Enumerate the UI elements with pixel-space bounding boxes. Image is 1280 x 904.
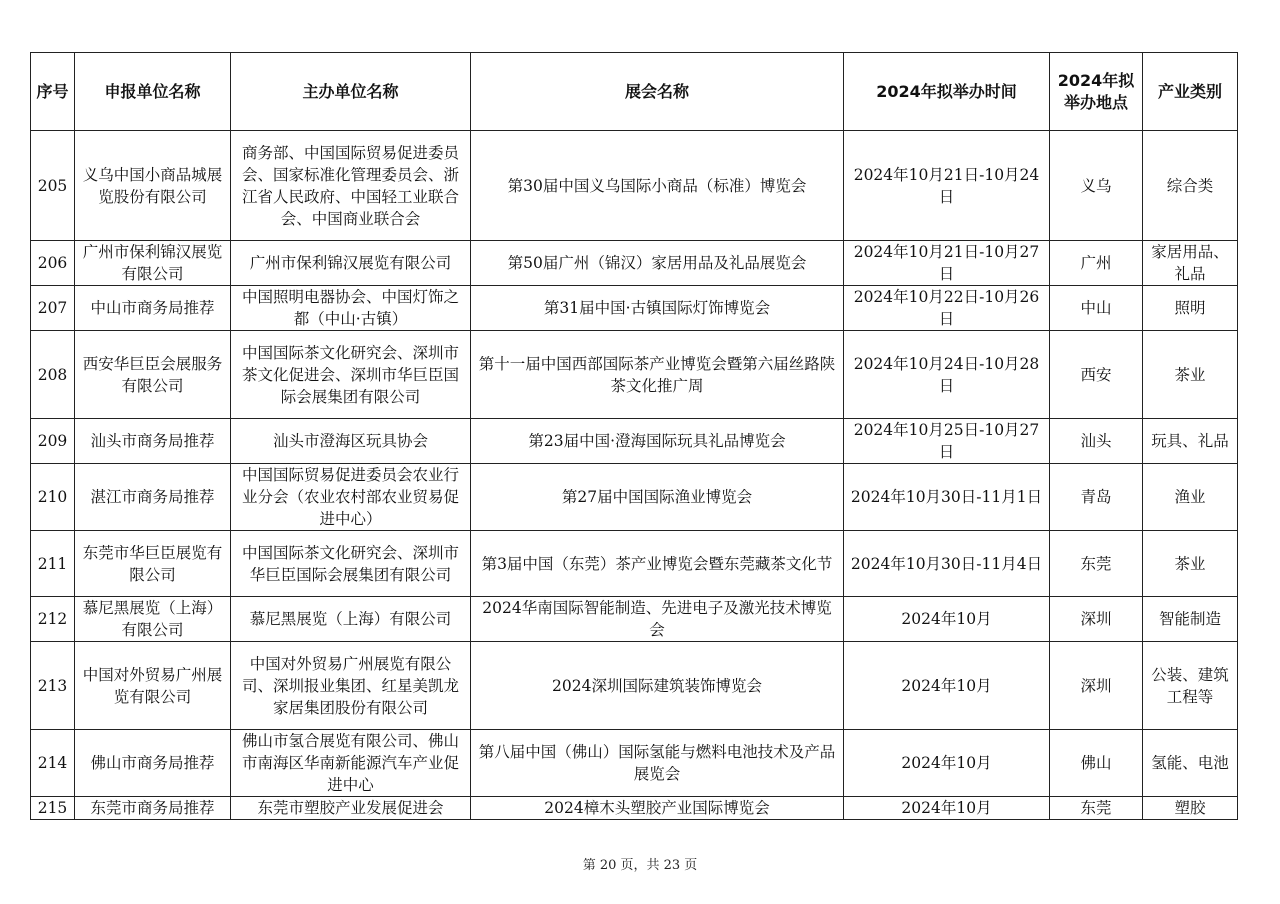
place-cell: 中山	[1050, 286, 1143, 331]
table-row	[31, 419, 1238, 464]
header-cell: 序号	[31, 53, 75, 131]
place-cell: 义乌	[1050, 131, 1143, 241]
row-number: 214	[31, 730, 75, 797]
time-cell: 2024年10月21日-10月27日	[844, 241, 1050, 286]
exhibition-cell: 第八届中国（佛山）国际氢能与燃料电池技术及产品展览会	[471, 730, 844, 797]
applicant-cell: 东莞市商务局推荐	[75, 797, 231, 820]
organizer-cell: 中国国际茶文化研究会、深圳市华巨臣国际会展集团有限公司	[231, 531, 471, 597]
applicant-cell: 义乌中国小商品城展览股份有限公司	[75, 131, 231, 241]
category-cell: 塑胶	[1143, 797, 1238, 820]
organizer-cell: 中国照明电器协会、中国灯饰之都（中山·古镇）	[231, 286, 471, 331]
exhibition-cell: 第27届中国国际渔业博览会	[471, 464, 844, 531]
page-footer: 第 20 页，共 23 页	[582, 858, 698, 873]
row-number: 215	[31, 797, 75, 820]
applicant-cell: 西安华巨臣会展服务有限公司	[75, 331, 231, 419]
applicant-cell: 佛山市商务局推荐	[75, 730, 231, 797]
row-number: 211	[31, 531, 75, 597]
table-row	[31, 797, 1238, 820]
exhibition-table	[30, 52, 1238, 820]
applicant-cell: 中山市商务局推荐	[75, 286, 231, 331]
row-number: 212	[31, 597, 75, 642]
row-number: 208	[31, 331, 75, 419]
table-row	[31, 597, 1238, 642]
place-cell: 东莞	[1050, 797, 1143, 820]
table-row	[31, 131, 1238, 241]
row-number: 209	[31, 419, 75, 464]
category-cell: 智能制造	[1143, 597, 1238, 642]
exhibition-cell: 第31届中国·古镇国际灯饰博览会	[471, 286, 844, 331]
time-cell: 2024年10月	[844, 597, 1050, 642]
time-cell: 2024年10月	[844, 797, 1050, 820]
place-cell: 广州	[1050, 241, 1143, 286]
table-row	[31, 642, 1238, 730]
place-cell: 汕头	[1050, 419, 1143, 464]
category-cell: 公装、建筑工程等	[1143, 642, 1238, 730]
organizer-cell: 中国国际茶文化研究会、深圳市茶文化促进会、深圳市华巨臣国际会展集团有限公司	[231, 331, 471, 419]
applicant-cell: 慕尼黑展览（上海）有限公司	[75, 597, 231, 642]
row-number: 213	[31, 642, 75, 730]
header-cell: 2024年拟举办地点	[1050, 53, 1143, 131]
header-cell: 主办单位名称	[231, 53, 471, 131]
applicant-cell: 广州市保利锦汉展览有限公司	[75, 241, 231, 286]
place-cell: 东莞	[1050, 531, 1143, 597]
place-cell: 深圳	[1050, 642, 1143, 730]
time-cell: 2024年10月21日-10月24日	[844, 131, 1050, 241]
header-cell: 产业类别	[1143, 53, 1238, 131]
category-cell: 渔业	[1143, 464, 1238, 531]
place-cell: 佛山	[1050, 730, 1143, 797]
time-cell: 2024年10月	[844, 642, 1050, 730]
applicant-cell: 中国对外贸易广州展览有限公司	[75, 642, 231, 730]
organizer-cell: 中国国际贸易促进委员会农业行业分会（农业农村部农业贸易促进中心）	[231, 464, 471, 531]
exhibition-cell: 第3届中国（东莞）茶产业博览会暨东莞藏茶文化节	[471, 531, 844, 597]
table-row	[31, 531, 1238, 597]
applicant-cell: 湛江市商务局推荐	[75, 464, 231, 531]
table-row	[31, 286, 1238, 331]
header-row	[31, 53, 1238, 131]
category-cell: 家居用品、礼品	[1143, 241, 1238, 286]
header-cell: 申报单位名称	[75, 53, 231, 131]
organizer-cell: 商务部、中国国际贸易促进委员会、国家标准化管理委员会、浙江省人民政府、中国轻工业联合会、中国商业联合会	[231, 131, 471, 241]
category-cell: 综合类	[1143, 131, 1238, 241]
organizer-cell: 佛山市氢合展览有限公司、佛山市南海区华南新能源汽车产业促进中心	[231, 730, 471, 797]
exhibition-cell: 第50届广州（锦汉）家居用品及礼品展览会	[471, 241, 844, 286]
applicant-cell: 东莞市华巨臣展览有限公司	[75, 531, 231, 597]
table-row	[31, 464, 1238, 531]
row-number: 210	[31, 464, 75, 531]
place-cell: 西安	[1050, 331, 1143, 419]
exhibition-cell: 第30届中国义乌国际小商品（标准）博览会	[471, 131, 844, 241]
table-row	[31, 730, 1238, 797]
table-row	[31, 331, 1238, 419]
time-cell: 2024年10月25日-10月27日	[844, 419, 1050, 464]
time-cell: 2024年10月24日-10月28日	[844, 331, 1050, 419]
time-cell: 2024年10月	[844, 730, 1050, 797]
category-cell: 照明	[1143, 286, 1238, 331]
place-cell: 深圳	[1050, 597, 1143, 642]
organizer-cell: 广州市保利锦汉展览有限公司	[231, 241, 471, 286]
organizer-cell: 慕尼黑展览（上海）有限公司	[231, 597, 471, 642]
header-cell: 2024年拟举办时间	[844, 53, 1050, 131]
category-cell: 玩具、礼品	[1143, 419, 1238, 464]
organizer-cell: 东莞市塑胶产业发展促进会	[231, 797, 471, 820]
category-cell: 茶业	[1143, 531, 1238, 597]
place-cell: 青岛	[1050, 464, 1143, 531]
exhibition-cell: 第十一届中国西部国际茶产业博览会暨第六届丝路陕茶文化推广周	[471, 331, 844, 419]
exhibition-cell: 第23届中国·澄海国际玩具礼品博览会	[471, 419, 844, 464]
time-cell: 2024年10月30日-11月4日	[844, 531, 1050, 597]
applicant-cell: 汕头市商务局推荐	[75, 419, 231, 464]
exhibition-cell: 2024樟木头塑胶产业国际博览会	[471, 797, 844, 820]
category-cell: 茶业	[1143, 331, 1238, 419]
exhibition-cell: 2024深圳国际建筑装饰博览会	[471, 642, 844, 730]
row-number: 207	[31, 286, 75, 331]
organizer-cell: 中国对外贸易广州展览有限公司、深圳报业集团、红星美凯龙家居集团股份有限公司	[231, 642, 471, 730]
row-number: 205	[31, 131, 75, 241]
row-number: 206	[31, 241, 75, 286]
category-cell: 氢能、电池	[1143, 730, 1238, 797]
header-cell: 展会名称	[471, 53, 844, 131]
table-row	[31, 241, 1238, 286]
exhibition-cell: 2024华南国际智能制造、先进电子及激光技术博览会	[471, 597, 844, 642]
organizer-cell: 汕头市澄海区玩具协会	[231, 419, 471, 464]
time-cell: 2024年10月30日-11月1日	[844, 464, 1050, 531]
time-cell: 2024年10月22日-10月26日	[844, 286, 1050, 331]
